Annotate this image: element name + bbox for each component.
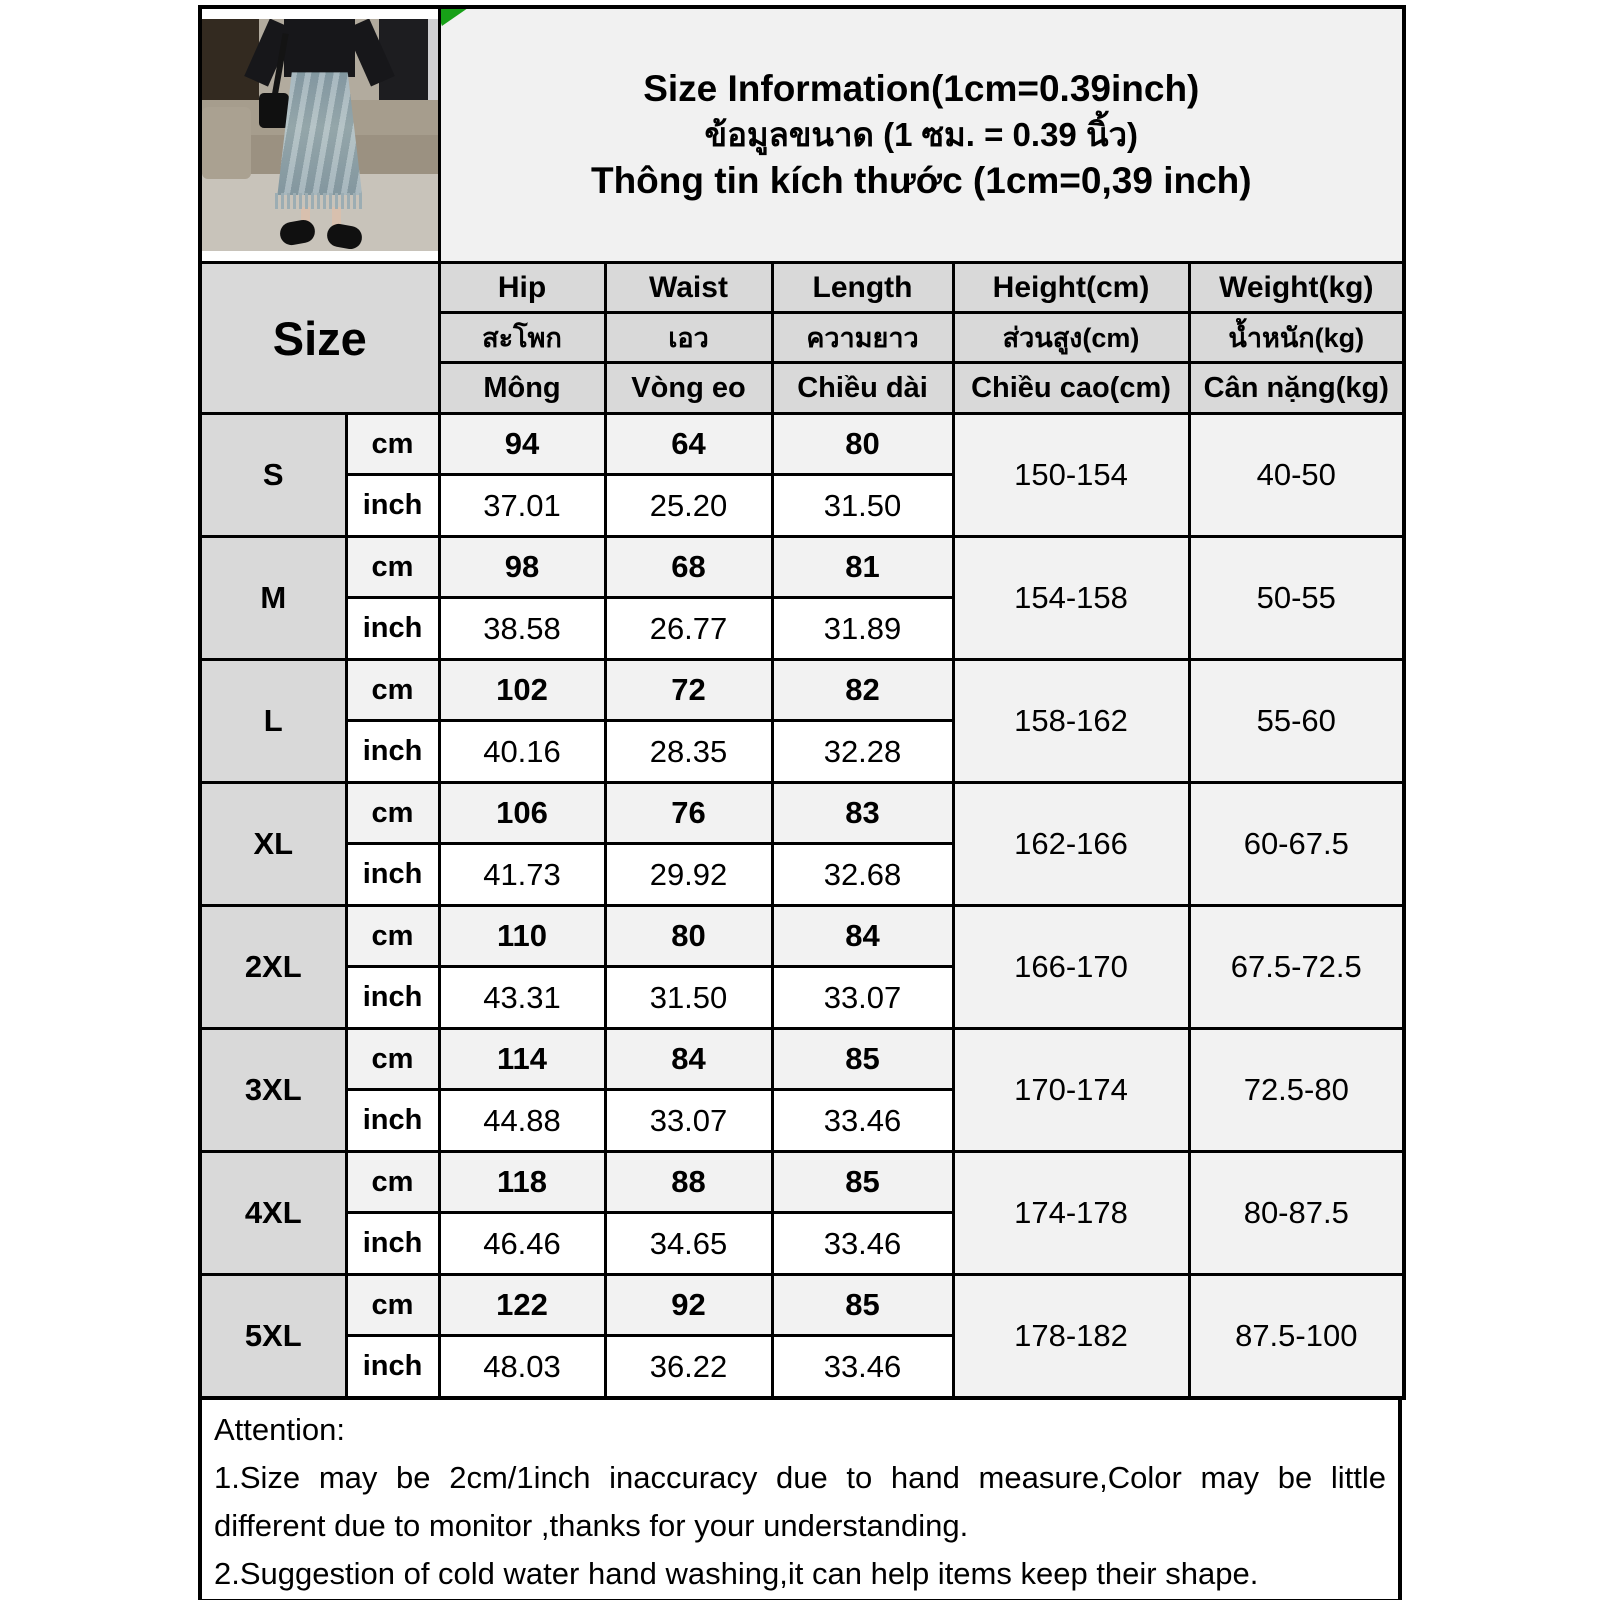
waist-cm-value: 68 bbox=[605, 537, 772, 598]
waist-inch-value: 31.50 bbox=[605, 967, 772, 1029]
length-inch-value: 32.28 bbox=[772, 721, 953, 783]
waist-cm-value: 88 bbox=[605, 1152, 772, 1213]
column-header-height-th: ส่วนสูง(cm) bbox=[953, 313, 1189, 363]
size-label: S bbox=[200, 414, 346, 537]
hip-cm-value: 98 bbox=[439, 537, 605, 598]
size-row-cm bbox=[200, 1275, 1404, 1336]
weight-range: 72.5-80 bbox=[1189, 1029, 1404, 1152]
photo-bag bbox=[259, 93, 290, 128]
weight-range: 40-50 bbox=[1189, 414, 1404, 537]
header-row-english bbox=[200, 263, 1404, 313]
hip-cm-value: 102 bbox=[439, 660, 605, 721]
waist-cm-value: 92 bbox=[605, 1275, 772, 1336]
column-header-length-en: Length bbox=[772, 263, 953, 313]
unit-label-cm: cm bbox=[346, 1275, 439, 1336]
size-label: M bbox=[200, 537, 346, 660]
size-row-cm bbox=[200, 414, 1404, 475]
title-cell bbox=[439, 7, 1404, 263]
waist-inch-value: 29.92 bbox=[605, 844, 772, 906]
hip-inch-value: 48.03 bbox=[439, 1336, 605, 1399]
height-range: 150-154 bbox=[953, 414, 1189, 537]
column-header-length-th: ความยาว bbox=[772, 313, 953, 363]
column-header-weight-th: น้ำหนัก(kg) bbox=[1189, 313, 1404, 363]
size-row-cm bbox=[200, 906, 1404, 967]
attention-note-2: 2.Suggestion of cold water hand washing,it can help items keep their shape. bbox=[214, 1556, 1259, 1592]
size-row-cm bbox=[200, 1029, 1404, 1090]
column-header-waist-vi: Vòng eo bbox=[605, 363, 772, 414]
photo-couch-arm bbox=[202, 107, 251, 179]
weight-range: 55-60 bbox=[1189, 660, 1404, 783]
hip-inch-value: 43.31 bbox=[439, 967, 605, 1029]
length-cm-value: 83 bbox=[772, 783, 953, 844]
size-header: Size bbox=[200, 263, 439, 414]
size-label: 5XL bbox=[200, 1275, 346, 1399]
title-thai: ข้อมูลขนาด (1 ซม. = 0.39 นิ้ว) bbox=[704, 115, 1139, 153]
green-corner-marker bbox=[439, 9, 467, 26]
weight-range: 80-87.5 bbox=[1189, 1152, 1404, 1275]
column-header-weight-en: Weight(kg) bbox=[1189, 263, 1404, 313]
waist-inch-value: 26.77 bbox=[605, 598, 772, 660]
height-range: 178-182 bbox=[953, 1275, 1189, 1399]
unit-label-cm: cm bbox=[346, 414, 439, 475]
hip-cm-value: 118 bbox=[439, 1152, 605, 1213]
hip-cm-value: 114 bbox=[439, 1029, 605, 1090]
column-header-height-vi: Chiều cao(cm) bbox=[953, 363, 1189, 414]
column-header-weight-vi: Cân nặng(kg) bbox=[1189, 363, 1404, 414]
weight-range: 87.5-100 bbox=[1189, 1275, 1404, 1399]
weight-range: 67.5-72.5 bbox=[1189, 906, 1404, 1029]
length-inch-value: 32.68 bbox=[772, 844, 953, 906]
title-english: Size Information(1cm=0.39inch) bbox=[643, 67, 1200, 109]
length-cm-value: 80 bbox=[772, 414, 953, 475]
column-header-waist-th: เอว bbox=[605, 313, 772, 363]
product-photo-cell bbox=[200, 7, 439, 263]
hip-inch-value: 37.01 bbox=[439, 475, 605, 537]
waist-cm-value: 80 bbox=[605, 906, 772, 967]
unit-label-inch: inch bbox=[346, 1336, 439, 1399]
length-cm-value: 85 bbox=[772, 1275, 953, 1336]
length-inch-value: 33.46 bbox=[772, 1090, 953, 1152]
weight-range: 60-67.5 bbox=[1189, 783, 1404, 906]
size-row-cm bbox=[200, 1152, 1404, 1213]
waist-cm-value: 76 bbox=[605, 783, 772, 844]
size-table bbox=[198, 5, 1406, 1400]
unit-label-cm: cm bbox=[346, 660, 439, 721]
height-range: 174-178 bbox=[953, 1152, 1189, 1275]
column-header-hip-vi: Mông bbox=[439, 363, 605, 414]
unit-label-cm: cm bbox=[346, 906, 439, 967]
size-label: XL bbox=[200, 783, 346, 906]
waist-cm-value: 72 bbox=[605, 660, 772, 721]
hip-inch-value: 44.88 bbox=[439, 1090, 605, 1152]
length-cm-value: 85 bbox=[772, 1029, 953, 1090]
height-range: 170-174 bbox=[953, 1029, 1189, 1152]
unit-label-inch: inch bbox=[346, 475, 439, 537]
waist-inch-value: 25.20 bbox=[605, 475, 772, 537]
unit-label-cm: cm bbox=[346, 1152, 439, 1213]
height-range: 158-162 bbox=[953, 660, 1189, 783]
length-cm-value: 85 bbox=[772, 1152, 953, 1213]
attention-heading: Attention: bbox=[214, 1412, 345, 1447]
size-label: 4XL bbox=[200, 1152, 346, 1275]
unit-label-cm: cm bbox=[346, 1029, 439, 1090]
unit-label-inch: inch bbox=[346, 1090, 439, 1152]
hip-cm-value: 106 bbox=[439, 783, 605, 844]
unit-label-inch: inch bbox=[346, 844, 439, 906]
unit-label-cm: cm bbox=[346, 537, 439, 598]
size-label: L bbox=[200, 660, 346, 783]
column-header-hip-en: Hip bbox=[439, 263, 605, 313]
hip-inch-value: 41.73 bbox=[439, 844, 605, 906]
waist-inch-value: 28.35 bbox=[605, 721, 772, 783]
hip-cm-value: 110 bbox=[439, 906, 605, 967]
unit-label-inch: inch bbox=[346, 721, 439, 783]
column-header-height-en: Height(cm) bbox=[953, 263, 1189, 313]
attention-note-1: 1.Size may be 2cm/1inch inaccuracy due to hand measure,Color may be little different due to monitor ,thanks for your understanding. bbox=[214, 1460, 1386, 1544]
hip-cm-value: 94 bbox=[439, 414, 605, 475]
length-inch-value: 31.89 bbox=[772, 598, 953, 660]
column-header-hip-th: สะโพก bbox=[439, 313, 605, 363]
length-cm-value: 84 bbox=[772, 906, 953, 967]
waist-inch-value: 34.65 bbox=[605, 1213, 772, 1275]
size-chart-sheet bbox=[198, 5, 1402, 1600]
height-range: 166-170 bbox=[953, 906, 1189, 1029]
unit-label-inch: inch bbox=[346, 598, 439, 660]
size-row-cm bbox=[200, 660, 1404, 721]
waist-cm-value: 64 bbox=[605, 414, 772, 475]
length-inch-value: 33.07 bbox=[772, 967, 953, 1029]
unit-label-inch: inch bbox=[346, 1213, 439, 1275]
waist-inch-value: 36.22 bbox=[605, 1336, 772, 1399]
hip-inch-value: 46.46 bbox=[439, 1213, 605, 1275]
unit-label-inch: inch bbox=[346, 967, 439, 1029]
top-row bbox=[200, 7, 1404, 263]
photo-model-torso bbox=[284, 19, 355, 77]
photo-skirt-fringe bbox=[275, 193, 364, 209]
unit-label-cm: cm bbox=[346, 783, 439, 844]
size-row-cm bbox=[200, 783, 1404, 844]
length-cm-value: 82 bbox=[772, 660, 953, 721]
column-header-waist-en: Waist bbox=[605, 263, 772, 313]
hip-inch-value: 38.58 bbox=[439, 598, 605, 660]
photo-denim-skirt bbox=[277, 72, 362, 195]
attention-notes bbox=[198, 1396, 1402, 1600]
product-photo bbox=[202, 19, 438, 251]
length-inch-value: 31.50 bbox=[772, 475, 953, 537]
column-header-length-vi: Chiều dài bbox=[772, 363, 953, 414]
waist-cm-value: 84 bbox=[605, 1029, 772, 1090]
hip-cm-value: 122 bbox=[439, 1275, 605, 1336]
size-label: 3XL bbox=[200, 1029, 346, 1152]
height-range: 154-158 bbox=[953, 537, 1189, 660]
length-inch-value: 33.46 bbox=[772, 1336, 953, 1399]
waist-inch-value: 33.07 bbox=[605, 1090, 772, 1152]
length-inch-value: 33.46 bbox=[772, 1213, 953, 1275]
height-range: 162-166 bbox=[953, 783, 1189, 906]
length-cm-value: 81 bbox=[772, 537, 953, 598]
weight-range: 50-55 bbox=[1189, 537, 1404, 660]
size-rows bbox=[200, 414, 1404, 1399]
size-row-cm bbox=[200, 537, 1404, 598]
title-vietnamese: Thông tin kích thước (1cm=0,39 inch) bbox=[590, 160, 1252, 202]
hip-inch-value: 40.16 bbox=[439, 721, 605, 783]
size-label: 2XL bbox=[200, 906, 346, 1029]
